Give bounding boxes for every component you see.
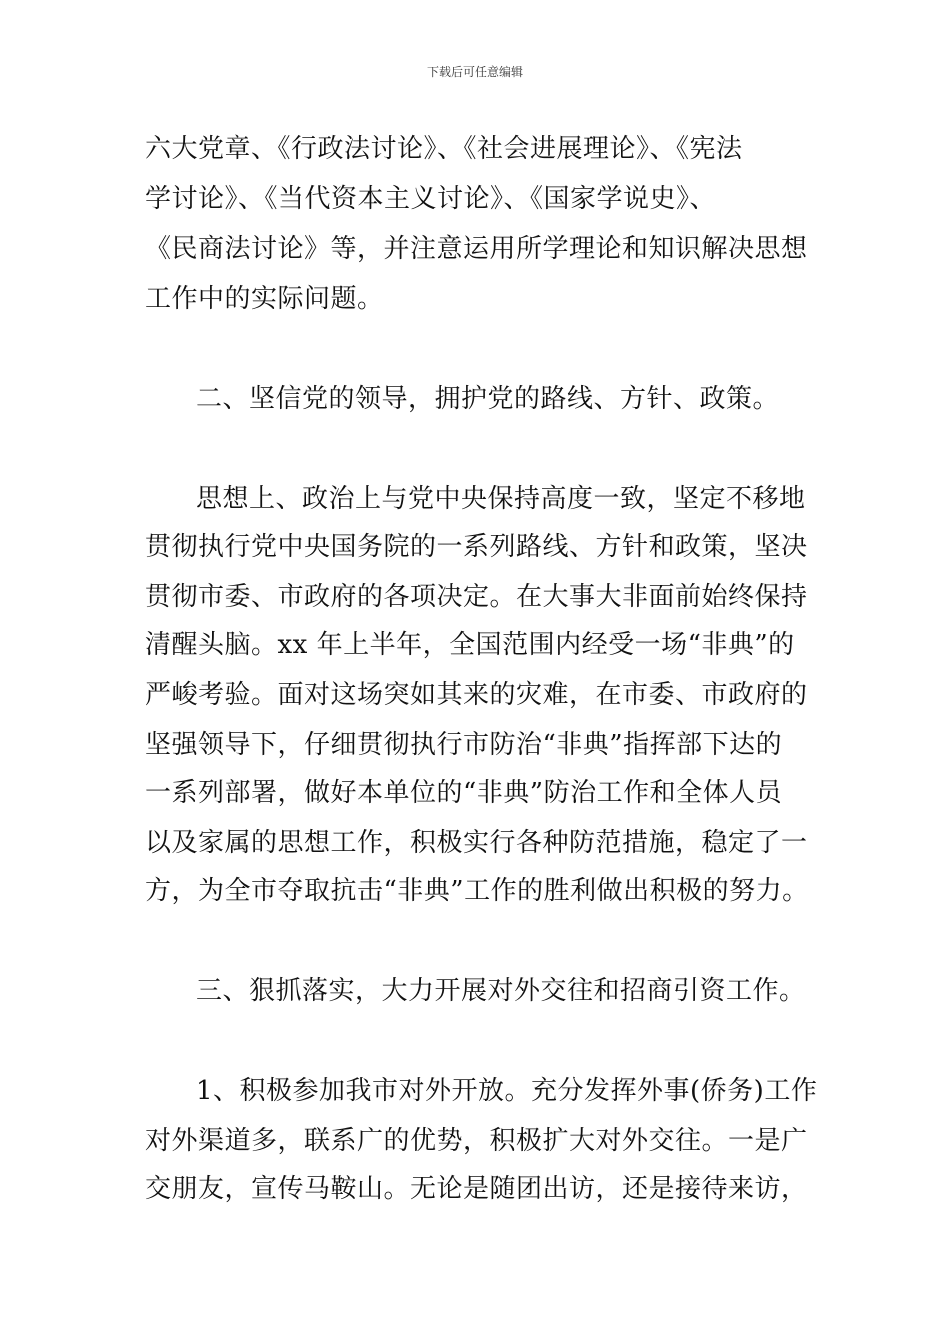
- page-header: 下载后可任意编辑: [426, 65, 523, 79]
- text-line: 方，为全市夺取抗击“非典”工作的胜利做出积极的努力。: [145, 876, 809, 906]
- heading-text: 二、坚信党的领导，拥护党的路线、方针、政策。: [196, 384, 780, 414]
- text-line: 学讨论》、《当代资本主义讨论》、《国家学说史》、: [145, 184, 717, 214]
- text-line: 一系列部署，做好本单位的“非典”防治工作和全体人员: [145, 778, 783, 808]
- text-line: 清醒头脑。xx 年上半年，全国范围内经受一场“非典”的: [145, 630, 795, 660]
- heading-text: 三、狠抓落实，大力开展对外交往和招商引资工作。: [196, 976, 806, 1006]
- text-line: 《民商法讨论》等，并注意运用所学理论和知识解决思想: [145, 234, 808, 264]
- text-line: 1、积极参加我市对外开放。充分发挥外事(侨务)工作: [196, 1076, 818, 1106]
- text-line: 对外渠道多，联系广的优势，积极扩大对外交往。一是广: [145, 1126, 808, 1156]
- text-line: 贯彻市委、市政府的各项决定。在大事大非面前始终保持: [145, 582, 808, 612]
- text-line: 思想上、政治上与党中央保持高度一致，坚定不移地: [196, 484, 806, 514]
- text-line: 六大党章、《行政法讨论》、《社会进展理论》、《宪法: [145, 134, 743, 164]
- text-line: 严峻考验。面对这场突如其来的灾难，在市委、市政府的: [145, 680, 808, 710]
- text-line: 以及家属的思想工作，积极实行各种防范措施，稳定了一: [145, 828, 808, 858]
- text-line: 交朋友，宣传马鞍山。无论是随团出访，还是接待来访，: [145, 1174, 808, 1204]
- text-line: 工作中的实际问题。: [145, 284, 384, 314]
- text-line: 贯彻执行党中央国务院的一系列路线、方针和政策，坚决: [145, 532, 808, 562]
- text-line: 坚强领导下，仔细贯彻执行市防治“非典”指挥部下达的: [145, 730, 783, 760]
